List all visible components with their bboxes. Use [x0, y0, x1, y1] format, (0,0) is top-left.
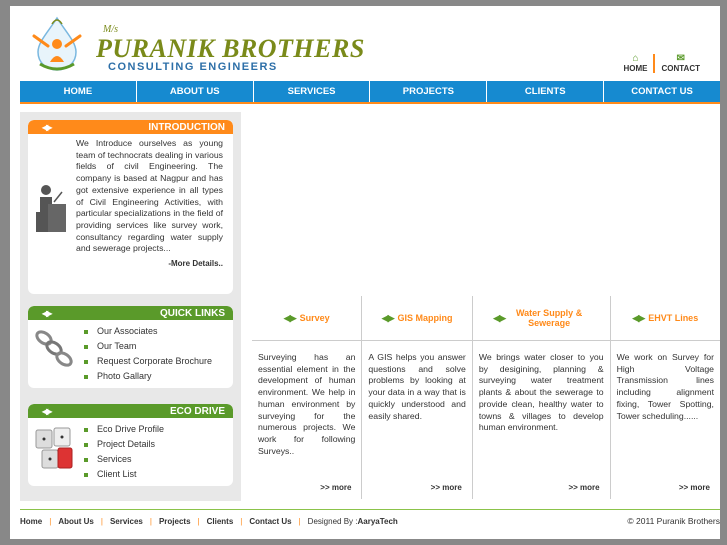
eco-link-profile[interactable] — [84, 422, 227, 437]
quick-links-box — [28, 306, 233, 388]
footer-link-clients[interactable]: Clients — [206, 516, 234, 526]
service-heading[interactable] — [252, 296, 361, 341]
sidebar — [20, 112, 241, 501]
quick-link-label: Request Corporate Brochure — [97, 356, 213, 366]
service-more-link[interactable]: >> more — [320, 483, 352, 492]
nav-divider — [20, 102, 720, 104]
quick-link-our-associates[interactable] — [84, 324, 227, 339]
footer — [20, 514, 720, 528]
quick-link-brochure[interactable] — [84, 354, 227, 369]
nav-about-us[interactable]: ABOUT US — [137, 81, 254, 102]
chain-icon — [34, 328, 76, 372]
service-title: Survey — [299, 313, 330, 323]
footer-separator: | — [149, 516, 152, 526]
footer-link-services[interactable]: Services — [109, 516, 143, 526]
top-link-contact-label: CONTACT — [661, 64, 700, 73]
footer-designer-link[interactable]: AaryaTech — [357, 516, 398, 526]
footer-copyright: © 2011 Puranik Brothers — [627, 516, 720, 526]
eco-link-client-list[interactable] — [84, 467, 227, 482]
diamond-arrows-icon: ◀▶ — [283, 312, 296, 323]
service-heading[interactable] — [611, 296, 720, 341]
eco-drive-body — [28, 418, 233, 486]
main-nav — [20, 81, 720, 102]
eco-link-label: Services — [97, 454, 132, 464]
brand-prefix: M/s — [103, 24, 118, 35]
nav-home[interactable]: HOME — [20, 81, 137, 102]
top-link-home[interactable] — [617, 54, 653, 73]
dice-icon — [34, 426, 76, 470]
eco-link-label: Eco Drive Profile — [97, 424, 165, 434]
intro-more-link[interactable]: -More Details.. — [168, 259, 223, 269]
eco-link-label: Client List — [97, 469, 137, 479]
eco-drive-title: ECO DRIVE — [169, 405, 225, 417]
service-text: A GIS helps you answer questions and solve problems by looking at your data in a way that is quickly understood and easily shared. — [368, 352, 466, 421]
footer-link-about-us[interactable]: About Us — [58, 516, 94, 526]
intro-text: We Introduce ourselves as young team of technocrats dealing in various fields of civil Engineering. The company is based at Nagpur and has got extensive experience in all types of Civil Engineering Activities, with particular specializations in the field of providing services like survey work, consultancy regarding water supply and sewerage projects... — [76, 138, 223, 254]
quick-link-photo-gallary[interactable] — [84, 369, 227, 384]
footer-separator: | — [100, 516, 103, 526]
service-text: We brings water closer to you by desigining, planning & surveying water treatment plants & about the sewerage to provide clean, healthy water to towns & villages to develop human environment. — [478, 352, 604, 433]
service-title: Water Supply & Sewerage — [516, 308, 583, 328]
footer-link-contact-us[interactable]: Contact Us — [249, 516, 292, 526]
home-icon: ⌂ — [632, 53, 639, 64]
intro-box — [28, 120, 233, 294]
brand-tagline: CONSULTING ENGINEERS — [108, 61, 278, 73]
eco-drive-header — [28, 404, 233, 418]
brand-name[interactable]: PURANIK BROTHERS — [96, 34, 365, 63]
arrows-icon: ◀▶ — [42, 406, 51, 416]
header — [10, 6, 720, 80]
speaker-icon — [32, 182, 70, 234]
arrows-icon: ◀▶ — [42, 308, 51, 318]
footer-separator: | — [298, 516, 301, 526]
quick-link-label: Photo Gallary — [97, 371, 152, 381]
quick-links-body — [28, 320, 233, 388]
nav-contact-us[interactable]: CONTACT US — [631, 86, 693, 97]
bullet-icon — [84, 458, 88, 462]
service-water-supply — [473, 296, 611, 499]
nav-projects[interactable]: PROJECTS — [370, 81, 487, 102]
footer-designed-label: Designed By : — [307, 516, 358, 526]
intro-title: INTRODUCTION — [148, 121, 225, 133]
quick-link-label: Our Associates — [97, 326, 158, 336]
top-link-contact[interactable] — [653, 54, 706, 73]
top-link-home-label: HOME — [623, 64, 648, 73]
service-more-link[interactable]: >> more — [568, 483, 600, 492]
eco-link-project-details[interactable] — [84, 437, 227, 452]
bullet-icon — [84, 428, 88, 432]
service-more-link[interactable]: >> more — [678, 483, 710, 492]
quick-link-our-team[interactable] — [84, 339, 227, 354]
bullet-icon — [84, 443, 88, 447]
footer-separator: | — [49, 516, 52, 526]
quick-link-label: Our Team — [97, 341, 137, 351]
nav-clients[interactable]: CLIENTS — [487, 81, 604, 102]
diamond-arrows-icon: ◀▶ — [632, 312, 645, 323]
intro-body — [28, 134, 233, 274]
quick-links-title: QUICK LINKS — [160, 307, 225, 319]
eco-link-services[interactable] — [84, 452, 227, 467]
page — [10, 6, 720, 539]
diamond-arrows-icon: ◀▶ — [381, 312, 394, 323]
bullet-icon — [84, 345, 88, 349]
bullet-icon — [84, 473, 88, 477]
footer-separator: | — [240, 516, 243, 526]
footer-link-home[interactable]: Home — [20, 516, 43, 526]
logo-icon[interactable] — [26, 14, 88, 72]
service-gis-mapping — [362, 296, 472, 499]
footer-link-projects[interactable]: Projects — [158, 516, 191, 526]
arrows-icon: ◀▶ — [42, 122, 51, 132]
service-survey — [252, 296, 362, 499]
diamond-arrows-icon: ◀▶ — [493, 312, 506, 323]
service-text: We work on Survey for High Voltage Transmission lines including alignment fixing, Tower Spotting, Tower scheduling...... — [616, 352, 714, 421]
services-strip — [252, 296, 720, 499]
quick-links-header — [28, 306, 233, 320]
service-heading[interactable] — [362, 296, 471, 341]
intro-header — [28, 120, 233, 134]
eco-drive-box — [28, 404, 233, 486]
service-title: EHVT Lines — [648, 313, 699, 323]
service-more-link[interactable]: >> more — [430, 483, 462, 492]
service-text: Surveying has an essential element in the development of human environment. We help in human environment by surveying for the numerous projects. We work for following Surveys.. — [258, 352, 356, 456]
envelope-icon: ✉ — [676, 53, 685, 64]
service-heading[interactable] — [473, 296, 610, 341]
bullet-icon — [84, 375, 88, 379]
top-links — [617, 54, 706, 73]
bullet-icon — [84, 360, 88, 364]
nav-services[interactable]: SERVICES — [254, 81, 371, 102]
service-title: GIS Mapping — [397, 313, 453, 323]
footer-separator: | — [197, 516, 200, 526]
service-ehvt-lines — [611, 296, 720, 499]
footer-divider — [20, 509, 720, 510]
bullet-icon — [84, 330, 88, 334]
eco-link-label: Project Details — [97, 439, 156, 449]
